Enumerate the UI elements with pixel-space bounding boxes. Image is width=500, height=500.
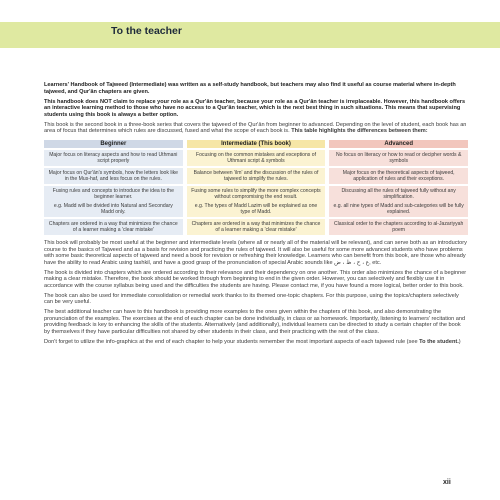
table-cell: Focusing on the common mistakes and exceptions of Uthmani script & symbols [187, 150, 326, 166]
body-paragraph-3: The book can also be used for immediate consolidation or remedial work thanks to its themed one-topic chapters. For this purpose, using the topics/chapters selectively can be very useful. [44, 292, 459, 305]
body-paragraph-5: Don't forget to utilize the info-graphics at the end of each chapter to help your students remember the most important aspects of each tajweed rule (see To the student.) [44, 338, 461, 345]
table-cell: Major focus on Qur'ān's symbols, how the letters look like in the Mus-haf, and less focus on the rules. [44, 168, 183, 184]
cell-example: e.g. Madd will be divided into Natural and Secondary Madd only. [53, 203, 173, 215]
title-band [0, 22, 500, 48]
cell-text: Fusing some rules to simplify the more complex concepts without compromising the end result. [191, 188, 321, 200]
table-row [44, 168, 468, 184]
table-cell: Chapters are ordered in a way that minimizes the chance of a learner making a 'clear mistake' [44, 219, 183, 235]
table-cell [187, 186, 326, 217]
arabic-letters: ع ، ح ، ظ ، ض [334, 259, 370, 266]
page-number: xii [443, 479, 451, 486]
table-cell: Classical order to the chapters according to al-Jazariyyah poem [329, 219, 468, 235]
table-row [44, 150, 468, 166]
intro-paragraph-1: Learners' Handbook of Tajweed (Intermediate) was written as a self-study handbook, but teachers may also find it useful as course material where in-depth tajweed, and Qur'ān chapters are given. [44, 82, 456, 95]
table-cell [329, 186, 468, 217]
intro-paragraph-3: This book is the second book in a three-book series that covers the tajweed of the Qur'ān from beginner to advanced. Depending on the level of student, each book has an area of focus that determines which rules are discussed, fused and what the scope of each book is. This table highlights the differences between them: [44, 121, 467, 134]
main-content [44, 82, 468, 349]
cell-example: e.g. all nine types of Madd and sub-categories will be fully explained. [333, 203, 464, 215]
table-cell: Major focus on literacy aspects and how to read Uthmani script properly [44, 150, 183, 166]
page-title: To the teacher [111, 25, 182, 37]
body-paragraph-2: The book is divided into chapters which are ordered according to their relevance and their dependency on one another. This order also minimizes the chance of a beginner making a clear mistake. Therefore, the book should be worked through from beginning to end in the given order. However, you can selectively and flexibly use it in accordance with the course syllabus being used and the difficulties the students are having. Please contact me, if you have found a more logical, better order to this book. [44, 269, 467, 289]
col-intermediate-header: Intermediate (This book) [187, 140, 326, 148]
cell-text: Fusing rules and concepts to introduce the idea to the beginner learner. [52, 188, 174, 200]
cell-text: Discussing all the rules of tajweed fully without any simplification. [341, 188, 456, 200]
col-beginner-header: Beginner [44, 140, 183, 148]
table-cell: Major focus on the theoretical aspects of tajweed, application of rules and their exceptions. [329, 168, 468, 184]
col-advanced-header: Advanced [329, 140, 468, 148]
table-cell: No focus on literacy or how to read or decipher words & symbols [329, 150, 468, 166]
table-cell: Chapters are ordered in a way that minimizes the chance of a learner making a 'clear mistake' [187, 219, 326, 235]
table-cell [44, 186, 183, 217]
cell-example: e.g. The types of Madd Lazim will be explained as one type of Madd. [194, 203, 318, 215]
intro-paragraph-2: This handbook does NOT claim to replace your role as a Qur'ān teacher, because your role as a Qur'ān teacher is irreplaceable. However, this handbook offers an interactive learning method to those who have no access to a Qur'ān teacher, which is the next best thing in such situations. This means that supervising students using this book is always a better option. [44, 98, 466, 118]
body-paragraph-1: This book will probably be most useful at the beginner and intermediate levels (where all or nearly all of the material will be relevant), and can serve both as an introductory course to the basics of Tajweed and as a basis for revision and practicing the rules of tajweed. It will also be useful for some more advanced students who have problems with some basic theoretical aspects of tajweed and need a book for revision or refreshing their knowledge. Learners who can benefit from this book, are those who already have the ability to read Arabic using tashkil, and have a good grasp of the pronunciation of special Arabic sounds like ع ، ح ، ظ ، ض, etc. [44, 240, 467, 266]
table-cell: Balance between 'ilm' and the discussion of the rules of tajweed to simplify the rules. [187, 168, 326, 184]
table-row [44, 186, 468, 217]
comparison-table [40, 138, 472, 237]
body-paragraph-4: The best additional teacher can have to this handbook is providing more examples to the ones given within the chapters of this book, and also demonstrating the pronunciation of the examples. The exercises at the end of each chapter can be done individually, in class or as homework. Importantly, listening to learners' recitation and providing feedback is key to enhancing the skills of the students. Alternatively (and additionally), individual learners can be directed to study a certain chapter of the book by themselves if they have particular difficulties not shared by other students in their class, and their practicing with the rest of the class. [44, 309, 466, 335]
to-the-student-link: To the student. [419, 338, 459, 345]
table-row [44, 219, 468, 235]
